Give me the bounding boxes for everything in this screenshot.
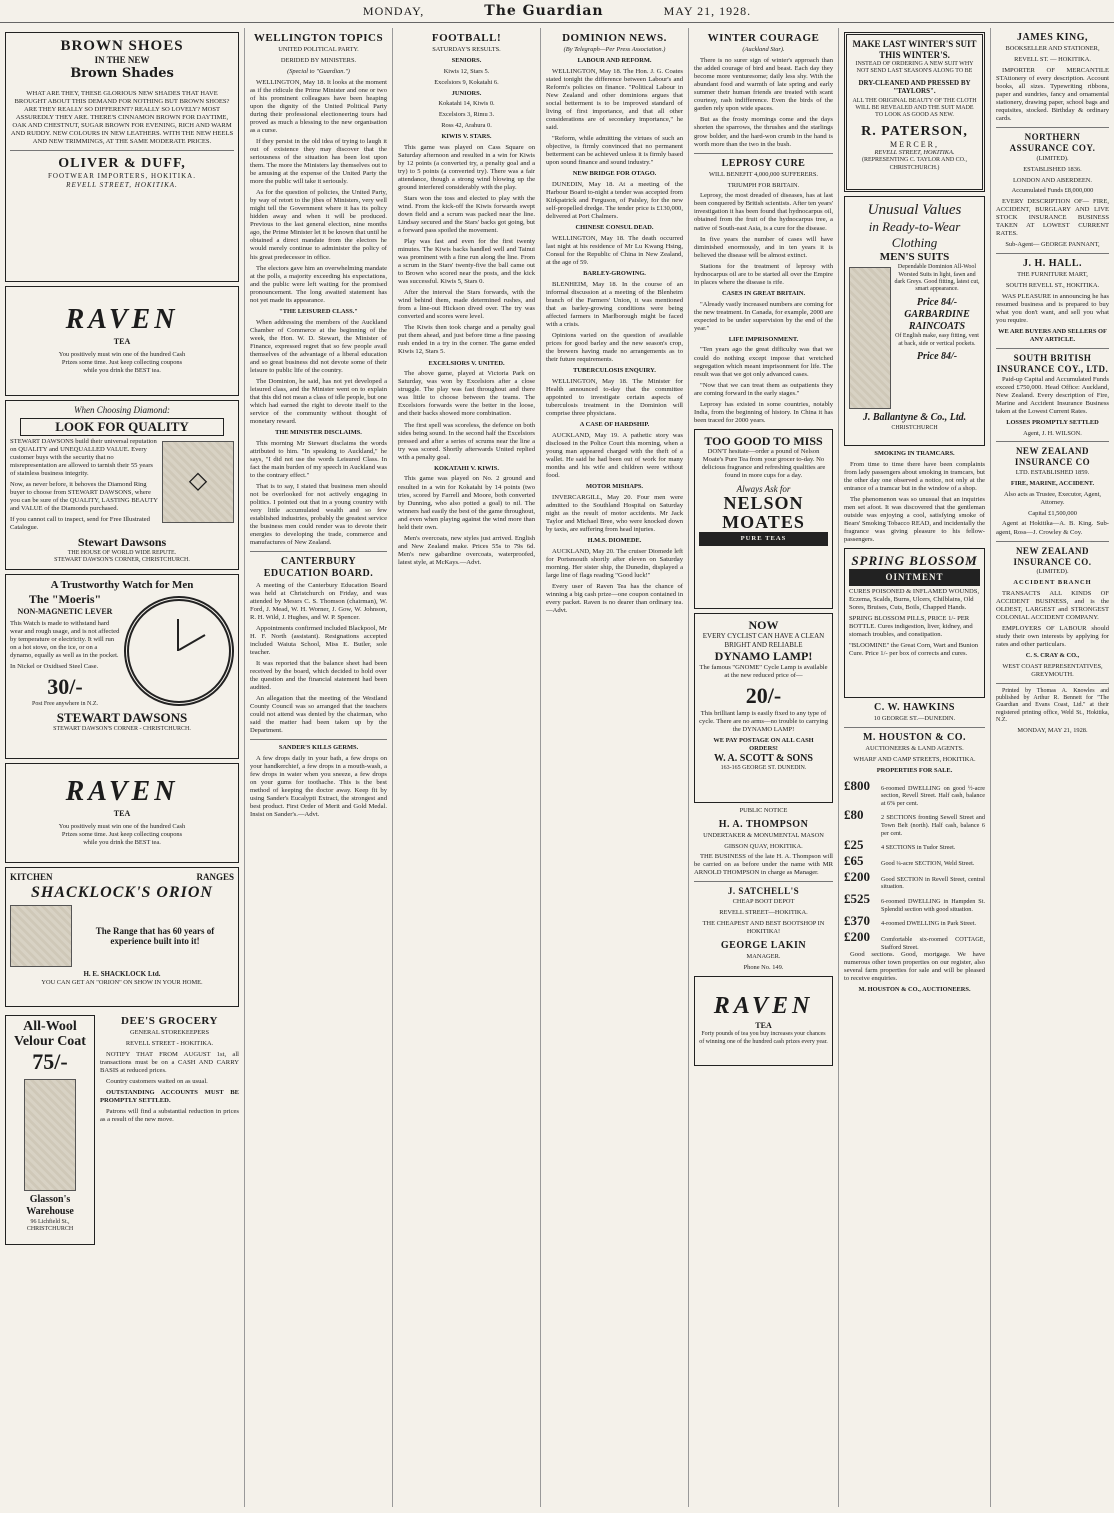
football-para-3: Play was fast and even for the first twenty minutes. The Kiwis backs handled well and Tainui was prominent with a fine run along the line. From a scrum in the Stars' twenty-five the ball came out to Brown who scored near the posts, and the kick was successful. Kiwis 5, Stars 0. <box>398 238 535 286</box>
dynamo-text: The famous "GNOME" Cycle Lamp is available at the new reduced price of— <box>699 664 828 680</box>
blossom-text-1: CURES POISONED & INFLAMED WOUNDS, Eczema, Scalds, Burns, Ulcers, Chilblains, Old Sores, Bruises, Cuts, Boils, Chapped Hands. <box>849 587 980 612</box>
suits-price: Price 84/- <box>916 296 958 308</box>
property-price: £370 <box>844 913 870 929</box>
mens-suits: MEN'S SUITS <box>879 251 950 264</box>
nzi-name: NEW ZEALAND INSURANCE CO <box>1014 446 1091 468</box>
column-2 <box>245 28 393 1507</box>
wellington-para-3: As for the question of policies, the United Party, by way of retort to the jibes of Ministers, very well might tell the Government where it has its policy hidden away and when it will be produced. Previous to the last general election, nine months ago, the Prime Minister let it be known that until he obtained a direct mandate from the electors he would merely continue to administer the policy of his great predecessor in office. <box>250 189 387 261</box>
wellington-para-6: The Dominion, he said, has not yet developed a leisured class, and the Minister went on to explain that this did not mean a class of idle people, but one which had earned the right to devote itself to the service of the community without thought of monetary reward. <box>250 377 387 425</box>
nzi2-text: TRANSACTS ALL KINDS OF ACCIDENT BUSINESS, and is the OLDEST, LARGEST and STRONGEST COLONIAL ACCIDENT COMPANY. <box>996 590 1109 622</box>
lakin-phone: Phone No. 149. <box>743 963 784 971</box>
raven-text-3: Forty pounds of tea you buy increases your chances of winning one of the hundred cash prizes every year. <box>699 1031 828 1045</box>
watch-ad <box>5 574 239 759</box>
property-description: Good SECTION in Revell Street, central situation. <box>881 875 985 891</box>
man-illustration <box>849 267 891 409</box>
football-para-5: The Kiwis then took charge and a penalty goal put them ahead, and just before time a fine passing rush ended in a try in the corner. The game ended Kiwis 12, Stars 5. <box>398 324 535 356</box>
dee-sub: GENERAL STOREKEEPERS <box>130 1029 209 1037</box>
sanders-para: A few drops daily in your bath, a few drops on your handkerchief, a few drops in a mouth-wash, a few drops in water when you sneeze, a few drops on your gums for toothache. This is the best method of keeping the doctor away. Keep fit by using Sander's Eucalypti Extract, the strongest and best product. First Order of Merit and Gold Medal. Insist on Sander's.—Advt. <box>250 754 387 819</box>
hall-text: WAS PLEASURE in announcing he has resumed business and is prepared to buy what you don't want, and sell you what you require. <box>996 293 1109 325</box>
education-para-3: It was reported that the balance sheet had been received by the board, which decided to hold over the question and the financial statement had been audited. <box>250 659 387 691</box>
raincoats-title: GARBARDINE RAINCOATS <box>904 308 970 333</box>
satchell-address: REVELL STREET—HOKITIKA. <box>719 909 808 917</box>
sanders-heading: SANDER'S KILLS GERMS. <box>278 744 359 752</box>
property-description: 4-roomed DWELLING in Park Street. <box>881 920 977 928</box>
wellington-sub-2: DERIDED BY MINISTERS. <box>280 57 357 65</box>
quality-para-1: STEWART DAWSONS build their universal reputation on QUALITY and UNEQUALLED VALUE. Every customer buys with the security that no misrepresentation are allowed to tarnish their 55 years of stainless business integrity. <box>10 437 157 477</box>
lakin-sub: MANAGER. <box>746 952 781 960</box>
dee-para-3: OUTSTANDING ACCOUNTS MUST BE PROMPTLY SETTLED. <box>100 1089 239 1105</box>
property-description: 6-roomed DWELLING on good ½-acre section, Revell Street. Half cash, balance at 6% per cent. <box>881 784 985 807</box>
wellington-para-4: The electors gave him an overwhelming mandate at the polls, a majority exceeding his expectations, and the public were left waiting for the promised pronouncement. The long awaited statement has not yet made its appearance. <box>250 264 387 304</box>
imprint-date: MONDAY, MAY 21, 1928. <box>1017 727 1088 735</box>
dee-grocery-ad <box>100 1011 239 1249</box>
leisured-class-heading: "THE LEISURED CLASS." <box>279 307 358 315</box>
masthead <box>0 0 1114 23</box>
football-para-1: This game was played on Cass Square on Saturday afternoon and resulted in a win for Kiwis by 12 points (a converted try, a penalty goal and a try) to 5 points (a converted try). There was a fair attendance, though a strong wind blowing up the ground interfered considerably with the play. <box>398 143 535 191</box>
raven-tea-label-2: TEA <box>113 809 131 819</box>
blossom-text-3: "BLOOMINE" the Great Corn, Wart and Bunion Cure. Price 1/- per box of corrects and cures. <box>849 642 979 658</box>
houston-address: WHARF AND CAMP STREETS, HOKITIKA. <box>853 756 976 764</box>
range-illustration <box>10 905 72 967</box>
seniors-heading: SENIORS. <box>451 57 482 65</box>
column-3 <box>393 28 541 1507</box>
leprosy-para-7: Leprosy has existed in some countries, notably India, from the beginning of history. In China it has been traced for 2000 years. <box>694 400 833 424</box>
raven-logo-2: RAVEN <box>65 776 179 808</box>
property-price: £200 <box>844 868 870 884</box>
quality-title: LOOK FOR QUALITY <box>20 418 224 436</box>
nelson-top: TOO GOOD TO MISS <box>704 433 823 448</box>
football-sub: SATURDAY'S RESULTS. <box>432 46 501 54</box>
football-heading: FOOTBALL! <box>431 32 502 44</box>
thompson-address: GIBSON QUAY, HOKITIKA. <box>724 842 803 850</box>
life-imprisonment-heading: LIFE IMPRISONMENT. <box>728 335 799 343</box>
blossom-title: SPRING BLOSSOM <box>851 553 978 569</box>
juniors-heading: JUNIORS. <box>451 89 482 97</box>
raven-logo-1: RAVEN <box>65 304 179 336</box>
football-para-7: The first spell was scoreless, the defence on both sides being sound. In the second half the Excelsiors pressed and after a series of scrums near the line a try was scored. Shortly afterwards United replied with a penalty goal. <box>398 421 535 461</box>
labour-reform-heading: LABOUR AND REFORM. <box>577 57 652 65</box>
satchell-text: THE CHEAPEST AND BEST BOOTSHOP IN HOKITIKA! <box>702 920 825 935</box>
south-british-name: SOUTH BRITISH INSURANCE COY., LTD. <box>996 352 1109 374</box>
nzi2-address: WEST COAST REPRESENTATIVES, GREYMOUTH. <box>1002 663 1103 678</box>
blossom-ointment: OINTMENT <box>849 569 980 586</box>
oliver-duff-name: OLIVER & DUFF, <box>58 156 186 172</box>
thompson-sub: UNDERTAKER & MONUMENTAL MASON <box>703 831 824 839</box>
houston-name: M. HOUSTON & CO. <box>862 732 967 744</box>
property-price: £800 <box>844 777 870 793</box>
raven-logo-3: RAVEN <box>713 993 814 1020</box>
nelson-ask: Always Ask for <box>736 483 791 494</box>
paterson-line-2: INSTEAD OF ORDERING A NEW SUIT WHY NOT SEND LAST SEASON'S ALONG TO BE <box>855 60 974 75</box>
column-1 <box>0 28 245 1507</box>
dominion-para-11: Every user of Raven Tea has the chance of winning a big cash prize—one coupon contained in every packet. Raven is no dearer than ordinary tea.—Advt. <box>546 583 683 615</box>
smoking-heading: SMOKING IN TRAMCARS. <box>874 450 955 457</box>
dynamo-lamp-ad <box>694 613 833 803</box>
northern-funds: Accumulated Funds £8,000,000 <box>1011 187 1094 195</box>
hardship-heading: A CASE OF HARDSHIP. <box>579 421 650 429</box>
leprosy-sub-2: TRIUMPH FOR BRITAIN. <box>727 181 800 189</box>
nelson-brand: NELSON MOATES <box>722 493 805 533</box>
orion-tag: The Range that has 60 years of experience built into it! <box>95 925 215 947</box>
dominion-para-9: INVERCARGILL, May 20. Four men were admitted to the Southland Hospital on Saturday night as the result of motor accidents. Mr Jack Taylor and Michael Bree, who were knocked down by taxis, are suffering from head injuries. <box>546 494 683 534</box>
watch-price: 30/- <box>47 673 83 699</box>
education-para-1: A meeting of the Canterbury Education Board was held at Christchurch on Friday, and was attended by Messrs C. S. Thomson (chairman), W. Ford, J. Mead, W. H. Worner, J. Gow, W. Johnson, R. H. Wild, J. Hughes, and W. P. Spencer. <box>250 581 387 621</box>
wellington-para-1: WELLINGTON, May 18. It looks at the moment as if the ridicule the Prime Minister and one or two of his prominent colleagues have been heaping upon the dignity of the United Political Party during their professional electioneering tours had proved as much a blessing to the new organisation as a curse. <box>250 78 387 135</box>
velour-coat-ad <box>5 1015 95 1245</box>
ballantyne-firm: J. Ballantyne & Co., Ltd. <box>862 412 967 424</box>
watch-heading: A Trustworthy Watch for Men <box>50 579 194 591</box>
raincoats-price: Price 84/- <box>916 350 958 362</box>
nelson-sub: PURE TEAS <box>699 532 828 546</box>
wellington-sub-3: (Special to "Guardian.") <box>287 68 350 76</box>
property-row <box>844 807 985 837</box>
king-text: IMPORTER OF MERCANTILE STAtionery of every description. Account books, all sizes. Typewriting ribbons, paper and sundries, fancy and ornamental stationery, drawing paper, school bags and requisites, stocked. Birthday & ordinary cards. <box>996 66 1109 122</box>
property-price: £200 <box>844 928 870 944</box>
minister-disclaims-heading: THE MINISTER DISCLAIMS. <box>275 428 362 436</box>
property-description: 2 SECTIONS fronting Sewell Street and Town Belt (north). Half cash, balance 6 per cent. <box>881 814 985 837</box>
dynamo-address: 163-165 GEORGE ST. DUNEDIN. <box>720 764 807 771</box>
result-5: Ross 42, Arahura 0. <box>441 122 492 130</box>
velour-price: 75/- <box>32 1049 68 1075</box>
velour-title: All-Wool Velour Coat <box>14 1019 86 1049</box>
dynamo-firm: W. A. SCOTT & SONS <box>714 752 813 764</box>
property-row <box>844 837 985 853</box>
football-para-6: The above game, played at Victoria Park on Saturday, was won by Excelsiors after a close struggle. The play was fast throughout and there was little to choose between the teams. The Excelsiors forwards were the better in the loose, and their backs showed more combination. <box>398 370 535 418</box>
watch-post: Post Free anywhere in N.Z. <box>32 700 98 707</box>
wellington-sub-1: UNITED POLITICAL PARTY. <box>278 46 359 54</box>
raven-tea-label-1: TEA <box>113 337 131 347</box>
dee-title: DEE'S GROCERY <box>121 1015 218 1027</box>
northern-name: NORTHERN ASSURANCE COY. <box>1009 132 1096 153</box>
hall-address: SOUTH REVELL ST., HOKITIKA. <box>1005 282 1100 290</box>
watch-body: This Watch is made to withstand hard wear and rough usage, and is not affected by temperature or electricity. It will run on a hot stove, on the ice, or on a dynamo, equally as well as in the pocket. <box>10 619 120 659</box>
quality-firm: Stewart Dawsons <box>77 535 167 550</box>
hall-sub: THE FURNITURE MART, <box>1017 271 1088 279</box>
velour-address: 96 Lichfield St., CHRISTCHURCH <box>26 1218 74 1232</box>
property-price: £525 <box>844 890 870 906</box>
result-2: Excelsiors 9, Kokatahi 6. <box>434 78 499 86</box>
dynamo-now: NOW <box>748 617 779 632</box>
result-4: Excelsiors 3, Rimu 3. <box>438 111 495 119</box>
south-british-text-2: LOSSES PROMPTLY SETTLED <box>1006 418 1099 426</box>
south-british-text: Paid-up Capital and Accumulated Funds exceed £750,000. Head Office: Auckland, New Zealand. Every description of Fire, Marine and Accident Insurance Business taken at the Lowest Current Rates. <box>996 375 1109 415</box>
hall-text-2: WE ARE BUYERS AND SELLERS OF ANY ARTICLE. <box>998 328 1107 343</box>
south-british-agent: Agent, J. H. WILSON. <box>1023 429 1082 437</box>
northern-city: LONDON AND ABERDEEN. <box>1013 176 1092 184</box>
dominion-para-10: AUCKLAND, May 20. The cruiser Diomede left for Portsmouth shortly after eleven on Saturday morning. Her sister ship, the Dunedin, displayed a large line of flags reading "Good luck!" <box>546 548 683 580</box>
football-para-2: Stars won the toss and elected to play with the wind. From the kick-off the Kiwis forwards swept down field and a scrum was packed near the line. Lindsay secured and the Stars' backs got going, but a forward pass spoiled the movement. <box>398 194 535 235</box>
quality-ad <box>5 400 239 570</box>
raven-tea-ad-3 <box>694 976 833 1066</box>
nzi2-sub: (LIMITED). <box>1036 568 1069 576</box>
houston-foot: Good sections. Good, mortgage. We have numerous other town properties on our register, also several farm properties for sale and will be pleased to receive enquiries. <box>844 951 985 983</box>
column-6 <box>839 28 991 1507</box>
quality-para-3: If you cannot call to inspect, send for Free Illustrated Catalogue. <box>10 516 150 532</box>
result-3: Kokatahi 14, Kiwis 0. <box>438 100 495 108</box>
thompson-text: THE BUSINESS of the late H. A. Thompson will be carried on as before under the name with MR ARNOLD THOMPSON in charge as Manager. <box>694 853 833 877</box>
cases-britain-heading: CASES IN GREAT BRITAIN. <box>721 289 806 297</box>
orion-range-ad <box>5 867 239 1007</box>
nelson-text: DON'T hesitate—order a pound of Nelson Moate's Pure Tea from your grocer to-day. No delicious fragrance and refreshing qualities are found in more cups for a day. <box>701 448 826 480</box>
diamond-ring-illustration <box>162 441 234 523</box>
northern-established: ESTABLISHED 1836. <box>1023 165 1082 173</box>
nzi2-branch: ACCIDENT BRANCH <box>1013 579 1092 587</box>
nzi-capital: Capital £1,500,000 <box>1028 509 1077 517</box>
leprosy-para-4: "Already vastly increased numbers are coming for the new treatment. In Canada, for example, 2000 are expected to be under supervision by the end of the year." <box>694 300 833 332</box>
king-sub: BOOKSELLER AND STATIONER, <box>1005 45 1100 53</box>
dominion-para-6: Opinions varied on the question of available prices for good barley and the new season's crop, the brewers having made no arrangements as to their future requirements. <box>546 332 683 364</box>
brown-shoes-sub1: IN THE NEW <box>94 55 150 66</box>
property-row <box>844 869 985 891</box>
dee-para-2: Country customers waited on as usual. <box>106 1078 208 1086</box>
lakin-name: GEORGE LAKIN <box>720 939 807 951</box>
raven-text-1: You positively must win one of the hundred Cash Prizes some time. Just keep collecting coupons while you drink the BEST tea. <box>58 351 186 374</box>
leprosy-para-5: "Ten years ago the great difficulty was that we could do nothing except impose that wretched segregation which meant imprisonment for life. The result was that we got only advanced cases. <box>694 346 833 378</box>
raven-text-2: You positively must win one of the hundred Cash Prizes some time. Just keep collecting coupons while you drink the BEST tea. <box>58 823 186 846</box>
imprint: Printed by Thomas A. Knowles and published by Arthur R. Bennett for "The Guardian and Evans Coast, Ltd." at their registered printing office, Weld St., Hokitika, N.Z. <box>996 687 1109 723</box>
oliver-duff-line: FOOTWEAR IMPORTERS, HOKITIKA. <box>48 172 196 181</box>
ballantyne-ad <box>844 196 985 446</box>
raven-tea-label-3: TEA <box>755 1021 772 1031</box>
paterson-rep: (REPRESENTING C. TAYLOR AND CO., CHRISTCHURCH.) <box>861 157 968 171</box>
nzi2-text-2: EMPLOYERS OF LABOUR should study their own interests by applying for rates and other particulars. <box>996 625 1109 649</box>
dominion-para-2: "Reform, while admitting the virtues of such an objective, is firmly convinced that no permanent betterment can be achieved unless it is firmly based upon sound finance and sound industry." <box>546 135 683 167</box>
velour-firm: Glasson's Warehouse <box>26 1194 74 1218</box>
chinese-consul-heading: CHINESE CONSUL DEAD. <box>575 224 654 232</box>
dynamo-line-2: EVERY CYCLIST CAN HAVE A CLEAN BRIGHT AND RELIABLE <box>702 632 825 649</box>
dominion-news-heading: DOMINION NEWS. <box>562 32 667 44</box>
properties-list <box>844 778 985 951</box>
hawkins-address: 10 GEORGE ST.—DUNEDIN. <box>873 715 956 723</box>
masthead-day: MONDAY, <box>362 3 425 18</box>
thompson-name: H. A. THOMPSON <box>718 818 809 830</box>
brown-shoes-ad <box>5 32 239 282</box>
oliver-duff-address: REVELL STREET, HOKITIKA. <box>66 180 178 189</box>
leprosy-para-1: Leprosy, the most dreaded of diseases, has at last been conquered by British scientists. After ten years' investigation it has been found that hydnocarpus oil, obtained from the fruit of the hydnocarpus tree, a native of South-east Asia, is a cure for the disease. <box>694 192 833 232</box>
property-description: Good ¼-acre SECTION, Weld Street. <box>881 859 975 867</box>
property-price: £25 <box>844 837 864 853</box>
quality-para-2: Now, as never before, it behoves the Diamond Ring buyer to choose from STEWART DAWSONS, where you can be sure of the QUALITY, LASTING BEAUTY and VALUE of the Diamonds purchased. <box>10 480 158 513</box>
king-address: REVELL ST. — HOKITIKA. <box>1014 56 1091 63</box>
dee-para-4: Patrons will find a substantial reduction in prices as a result of the new move. <box>100 1108 239 1124</box>
leprosy-para-3: Stations for the treatment of leprosy with hydnocarpus oil are to be started all over the Empire in places where the disease is rife. <box>694 262 833 286</box>
nelson-moates-ad <box>694 429 833 609</box>
winter-para-2: But as the frosty mornings come and the days shorten the sparrows, the thrushes and the starlings grow bolder, and the hard-won crumb in the hand is worth more than the two in the bush. <box>694 116 833 148</box>
watch-type: NON-MAGNETIC LEVER <box>17 607 113 617</box>
leprosy-para-6: "Now that we can treat them as outpatients they are coming forward in the early stages." <box>694 381 833 397</box>
hawkins-name: C. W. HAWKINS <box>874 702 955 714</box>
football-para-8: This game was played on No. 2 ground and resulted in a win for Kokatahi by 14 points (two tries, scored by Farrell and Moore, both converted by Dunning, who also potted a goal) to nil. The winners had easily the best of the game throughout, and even when playing against the wind more than held their own. <box>398 475 535 531</box>
spring-blossom-ad <box>844 548 985 698</box>
watch-illustration <box>124 596 234 706</box>
property-row <box>844 929 985 951</box>
winter-courage-heading: WINTER COURAGE <box>707 32 820 44</box>
barley-heading: BARLEY-GROWING. <box>583 270 646 278</box>
masthead-date: MAY 21, 1928. <box>663 3 752 18</box>
blossom-text-2: SPRING BLOSSOM PILLS, PRICE 1/- PER BOTTLE. Cures indigestion, liver, kidney, and stomach troubles, and constipation. <box>849 615 973 639</box>
motor-mishaps-heading: MOTOR MISHAPS. <box>585 483 644 491</box>
result-1: Kiwis 12, Stars 5. <box>443 68 490 76</box>
football-para-9: Men's overcoats, new styles just arrived. English and New Zealand make. Prices 55s to 79s 6d. Men's new gabardine overcoats, waterproofed, latest style, at McKays.—Advt. <box>398 534 535 566</box>
property-row <box>844 891 985 913</box>
wellington-para-5: When addressing the members of the Auckland Chamber of Commerce at the beginning of the week, the Hon. W. D. Stewart, the Minister of Finance, expressed regret that so few people avail themselves of the advantage of a liberal education and so great business did not devote some of their leisure to public life of the country. <box>250 318 387 374</box>
paterson-name: R. PATERSON, <box>861 123 968 139</box>
column-4 <box>541 28 689 1507</box>
education-para-4: An allegation that the meeting of the Westland County Council was so arranged that the teachers could not attend was denied by the chairman, who said the matter had been taken up by the Department. <box>250 694 387 735</box>
brown-shoes-title: BROWN SHOES <box>60 38 184 54</box>
smoking-para-1: From time to time there have been complaints from lady passengers about smoking in tramcars, but the other day one observed a notice, not only at the entrance of a tramcar but in the window of a shop. <box>844 460 985 492</box>
dominion-para-3: DUNEDIN, May 18. At a meeting of the Harbour Board to-night a tender was accepted from Kirkpatrick and Ferguson, of Paisley, for the new self-propelled dredge. The tender price is £130,000, delivered at Port Chalmers. <box>546 181 683 221</box>
brown-shoes-body: WHAT ARE THEY, THESE GLORIOUS NEW SHADES THAT HAVE BROUGHT ABOUT THIS DEMAND FOR NOTHING BUT BROWN SHOES? ARE THEY REALLY SO DIFFERENT? REALLY SO LOVELY? MOST ASSUREDLY THEY ARE. THERE'S CINNAMON BROWN FOR DAYTIME, OAK AND CHESTNUT, SUGAR BROWN FOR EVENING, RICH AND WARM AND RUDDY. NEW COLOURS IN NEW LEATHERS. WITH THE NEW HEELS AND NEW TRIMMINGS, AT THE SAME MODERATE PRICES. <box>10 90 234 146</box>
nzi-text: FIRE, MARINE, ACCIDENT. <box>1010 480 1095 488</box>
watch-firm-2: STEWART DAWSON'S CORNER - CHRISTCHURCH. <box>53 726 191 733</box>
nzi2-agent: C. S. CRAY & CO., <box>1025 652 1080 660</box>
raven-tea-ad-1 <box>5 286 239 396</box>
paterson-line-4: ALL THE ORIGINAL BEAUTY OF THE CLOTH WILL BE REVEALED AND THE SUIT MADE TO LOOK AS GOOD AS NEW. <box>852 97 977 119</box>
coat-illustration <box>24 1079 76 1191</box>
excelsiors-united-heading: EXCELSIORS V. UNITED. <box>428 359 505 367</box>
dynamo-postage: WE PAY POSTAGE ON ALL CASH ORDERS! <box>713 737 814 752</box>
satchell-name: J. SATCHELL'S <box>727 886 800 897</box>
property-row <box>844 853 985 869</box>
football-para-4: After the interval the Stars forwards, with the wind behind them, made determined rushes, and from a line-out Hickson dived over. The try was converted and scores were level. <box>398 289 535 321</box>
dynamo-price: 20/- <box>745 683 782 709</box>
wellington-para-8: That is to say, I stated that business men should not be overlooked for not actively engaging in politics. I pointed out that in a young country with very little accumulated wealth and so few established industries, probably the greatest service the business men could render was to devote their energies to developing the trade, commerce and manufactures of New Zealand. <box>250 482 387 547</box>
unusual-title: Unusual Values <box>867 202 962 218</box>
ring-icon: ◇ <box>188 468 208 495</box>
dominion-para-1: WELLINGTON, May 18. The Hon. J. G. Coates stated tonight the difference between Labour's and Reform's policies on finance. "Political Labour in New Zealand and other dominions argues that social betterment is to be improved standard of living of first importance, and that all other considerations are of secondary importance," he said. <box>546 68 683 132</box>
dee-address: REVELL STREET - HOKITIKA. <box>125 1040 214 1048</box>
orion-see: YOU CAN GET AN "ORION" ON SHOW IN YOUR HOME. <box>41 979 203 987</box>
wellington-para-7: This morning Mr Stewart disclaims the words attributed to him. "In speaking to Auckland," he says, "I did not use the words Leisured Class. In fact the main burden of my speech in Auckland was to the contrary effect." <box>250 439 387 479</box>
property-description: 4 SECTIONS in Tudor Street. <box>881 844 956 852</box>
tuberculosis-heading: TUBERCULOSIS ENQUIRY. <box>573 367 656 375</box>
nzi-sub: LTD. ESTABLISHED 1859. <box>1015 469 1090 477</box>
quality-heading: When Choosing Diamond: <box>74 405 170 415</box>
dominion-para-7: WELLINGTON, May 18. The Minister for Health announced to-day that the committee appointed to investigate certain aspects of tuberculosis treatment in the Dominion will comprise three physicians. <box>546 378 683 418</box>
houston-sign: M. HOUSTON & CO., AUCTIONEERS. <box>858 986 971 994</box>
dominion-para-4: WELLINGTON, May 18. The death occurred last night at his residence of Mr Lu Kwang Hsing, Consul for the Republic of China in New Zealand, at the age of 59. <box>546 235 683 267</box>
unusual-sub: in Ready-to-Wear Clothing <box>868 219 961 251</box>
property-row <box>844 913 985 929</box>
dynamo-text-2: This brilliant lamp is easily fixed to any type of cycle. There are no arms—no trouble to carrying the DYNAMO LAMP! <box>699 709 828 734</box>
leprosy-para-2: In five years the number of cases will have diminished enormously, and in ten years it is believed the disease will be almost extinct. <box>694 235 833 259</box>
public-notice: PUBLIC NOTICE <box>739 806 788 814</box>
dominion-para-5: BLENHEIM, May 18. In the course of an informal discussion at a meeting of the Blenheim branch of the Farmers' Union, it was mentioned that as barley-growing conditions were being affected farmers in Marlborough might be faced with a crisis. <box>546 281 683 329</box>
column-5 <box>689 28 839 1507</box>
education-board-heading: CANTERBURY EDUCATION BOARD. <box>263 556 374 580</box>
orion-ranges: RANGES <box>196 872 234 882</box>
paterson-ad <box>844 32 985 192</box>
smoking-para-2: The phenomenon was so unusual that an inquiries men set afoot. It was discovered that the gentleman outside was enjoying a cool, satisfying smoke of Bears' Smoking Tobacco READ, and incidentally the fragrance was giving pleasure to his fellow-passengers. <box>844 495 985 544</box>
property-description: Comfortable six-roomed COTTAGE, Stafford Street. <box>881 935 985 951</box>
northern-sub: (LIMITED). <box>1036 154 1069 162</box>
education-para-2: Appointments confirmed included Blackpool, Mr H. F. North (assistant). Resignations accepted included Waiuta School, Miss E. Butler, sole teacher. <box>250 624 387 656</box>
wellington-para-2: If they persist in the old idea of trying to laugh it out of existence they may discover that the seriousness of the situation has been lost upon them. The more the Ministers lay themselves out to be amusing at the expense of the United Party the more the public will take it seriously. <box>250 138 387 186</box>
houston-list-heading: PROPERTIES FOR SALE. <box>876 766 953 774</box>
kokatahi-kiwis-heading: KOKATAHI V. KIWIS. <box>434 464 499 472</box>
kiwis-stars-heading: KIWIS V. STARS. <box>441 132 492 140</box>
paterson-line-3: DRY-CLEANED AND PRESSED BY "TAYLORS". <box>858 78 971 96</box>
paterson-address: REVELL STREET, HOKITIKA. <box>874 149 955 157</box>
northern-text: EVERY DESCRIPTION OF— FIRE, ACCIDENT, BURGLARY AND LIVE STOCK INSURANCE BUSINESS TAKEN AT LOWEST CURRENT RATES. <box>996 198 1109 238</box>
new-bridge-heading: NEW BRIDGE FOR OTAGO. <box>572 170 657 178</box>
orion-agent: H. E. SHACKLOCK Ltd. <box>83 970 161 979</box>
nzi2-name: NEW ZEALAND INSURANCE CO. <box>1013 545 1092 567</box>
satchell-sub: CHEAP BOOT DEPOT <box>732 898 795 906</box>
nzi-agent: Agent at Hokitika—A. B. King. Sub-agent, Ross—J. Crowley & Coy. <box>996 520 1109 536</box>
dee-para-1: NOTIFY THAT FROM AUGUST 1st, all transactions must be on a CASH AND CARRY BASIS at reduced prices. <box>100 1051 239 1075</box>
watch-firm: STEWART DAWSONS <box>56 710 188 726</box>
raven-tea-ad-2 <box>5 763 239 863</box>
watch-case: In Nickel or Oxidised Steel Case. <box>10 662 99 670</box>
property-price: £65 <box>844 852 864 868</box>
dominion-para-8: AUCKLAND, May 19. A pathetic story was disclosed in the Police Court this morning, when a young man appeared charged with the theft of a wallet. He said he had been out of work for many months and his wife and children were without food. <box>546 432 683 480</box>
ballantyne-city: CHRISTCHURCH <box>891 424 938 431</box>
raincoats-text: Of English make, easy fitting, vent at back, side or vertical pockets. <box>895 333 979 347</box>
orion-brand: SHACKLOCK'S ORION <box>31 883 213 901</box>
hall-name: J. H. HALL. <box>1022 258 1083 270</box>
winter-courage-sub: (Auckland Star). <box>742 46 785 54</box>
wellington-topics-heading: WELLINGTON TOPICS <box>253 32 384 44</box>
property-description: 6-roomed DWELLING in Hampden St. Splendid section with good situation. <box>881 897 985 913</box>
diomede-heading: H.M.S. DIOMEDE. <box>587 537 642 545</box>
leprosy-sub-1: WILL BENEFIT 4,000,000 SUFFERERS. <box>708 170 818 178</box>
watch-name: The "Moeris" <box>28 592 102 607</box>
brown-shoes-sub2: Brown Shades <box>70 66 174 82</box>
property-price: £80 <box>844 807 864 823</box>
suits-text: Dependable Dominion All-Wool Worsted Suits in light, fawn and dark Greys. Good fitting, latest cut, smart appearance. <box>894 264 980 293</box>
king-name: JAMES KING, <box>1016 32 1089 43</box>
dominion-sub: (By Telegraph—Per Press Association.) <box>563 46 666 54</box>
masthead-paper: The Guardian <box>484 3 604 19</box>
nzi-text-2: Also acts as Trustee, Executor, Agent, Attorney. <box>1003 491 1101 506</box>
orion-kitchen: KITCHEN <box>10 872 53 882</box>
quality-firm-2: THE HOUSE OF WORLD WIDE REPUTE. <box>67 549 177 556</box>
houston-sub: AUCTIONEERS & LAND AGENTS. <box>865 745 964 753</box>
property-row <box>844 778 985 808</box>
paterson-trade: MERCER, <box>890 139 939 149</box>
quality-firm-3: STEWART DAWSON'S CORNER, CHRISTCHURCH. <box>54 557 190 564</box>
dynamo-title: DYNAMO LAMP! <box>714 649 813 664</box>
paterson-line-1: MAKE LAST WINTER'S SUIT THIS WINTER'S. <box>852 39 977 60</box>
northern-agent: Sub-Agent— GEORGE PANNANT, <box>1005 241 1100 249</box>
column-7 <box>991 28 1114 1507</box>
leprosy-heading: LEPROSY CURE <box>721 157 806 169</box>
winter-para-1: There is no surer sign of winter's approach than the added courage of bird and beast. Each day they become more venturesome; daily less shy. With the abundant food and warmth of late spring and early summer their human friends are treated with scant courtesy, rash indifference. Even the birds of the garden rely upon wide spaces. <box>694 57 833 113</box>
